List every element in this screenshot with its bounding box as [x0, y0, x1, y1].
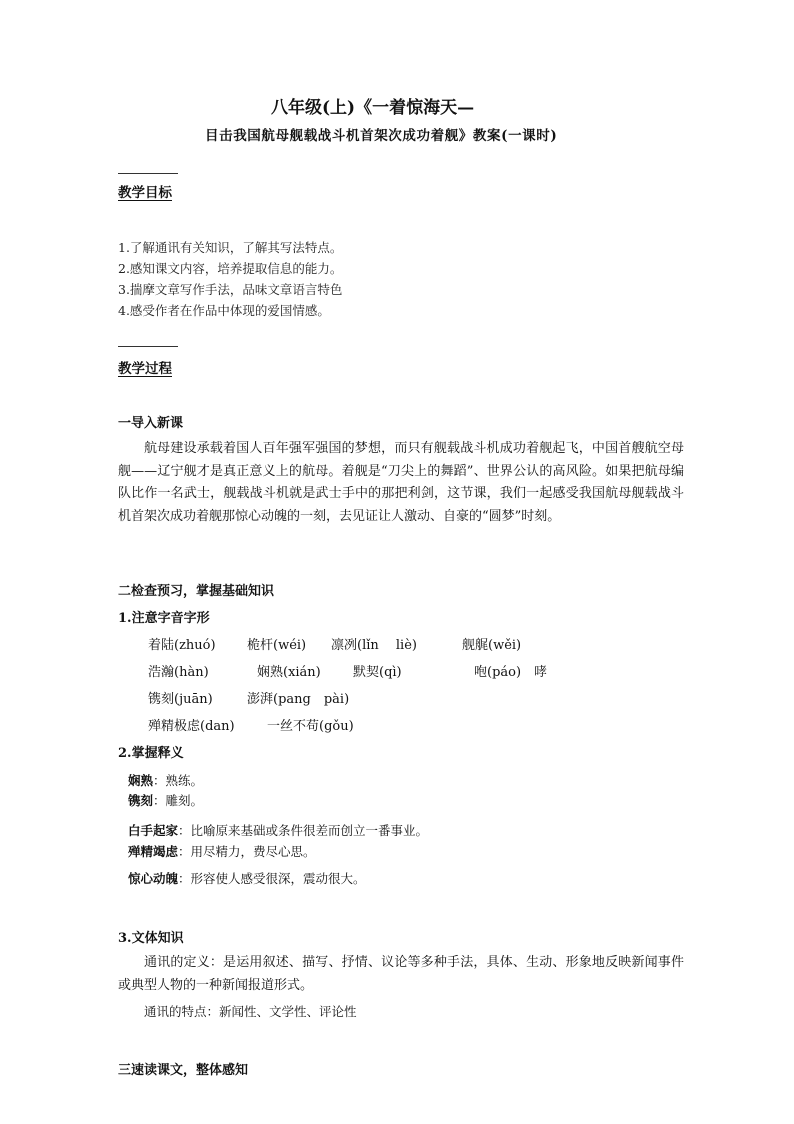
divider: [118, 173, 178, 174]
vocab-item: 澎湃(pang pài): [247, 692, 350, 707]
definition-separator: ：: [153, 793, 166, 808]
subheading-definitions: 2.掌握释义: [118, 746, 184, 761]
definition-meaning: 用尽精力，费尽心思。: [190, 844, 316, 859]
objective-item: 4.感受作者在作品中体现的爱国情感。: [118, 303, 330, 318]
vocab-item: 浩瀚(hàn): [148, 665, 209, 680]
document-subtitle: 目击我国航母舰载战斗机首架次成功着舰》教案(一课时): [205, 128, 558, 144]
definition-item: [128, 771, 203, 789]
vocab-item: 着陆(zhuó): [148, 638, 216, 653]
intro-paragraph: 航母建设承载着国人百年强军强国的梦想，而只有舰载战斗机成功着舰起飞，中国首艘航空母舰——辽宁舰才是真正意义上的航母。着舰是“刀尖上的舞蹈”、世界公认的高风险。如果把航母编队比作一名武士，舰载战斗机就是武士手中的那把利剑，这节课，我们一起感受我国航母舰载战斗机首架次成功着舰那惊心动魄的一刻，去见证让人激动、自豪的“圆梦”时刻。: [118, 441, 684, 524]
vocab-item: 咆(páo) 哮: [474, 665, 548, 680]
section-heading-reading: 三速读课文，整体感知: [118, 1063, 249, 1078]
definition-item: [128, 869, 366, 887]
definition-item: [128, 842, 316, 860]
vocab-item: 镌刻(juān): [148, 692, 213, 707]
definition-term: 惊心动魄: [128, 871, 179, 886]
objective-item: 3.揣摩文章写作手法，品味文章语言特色: [118, 282, 343, 297]
vocab-item: 默契(qì): [353, 665, 402, 680]
subheading-genre: 3.文体知识: [118, 931, 184, 946]
objective-item: 2.感知课文内容，培养提取信息的能力。: [118, 261, 343, 276]
definition-term: 白手起家: [128, 823, 179, 838]
vocab-item: 一丝不苟(gǒu): [267, 719, 354, 734]
vocab-item: 殚精极虑(dan): [148, 719, 235, 734]
definition-separator: ：: [178, 823, 191, 838]
objectives-heading: 教学目标: [118, 185, 172, 201]
definition-meaning: 熟练。: [165, 773, 204, 788]
vocab-item: 桅杆(wéi): [247, 638, 307, 653]
definition-meaning: 雕刻。: [165, 793, 204, 808]
definition-term: 殚精竭虑: [128, 844, 179, 859]
definition-term: 娴熟: [128, 773, 154, 788]
vocab-item: 舰艉(wěi): [462, 638, 522, 653]
definition-meaning: 形容使人感受很深，震动很大。: [190, 871, 366, 886]
divider: [118, 346, 178, 347]
definition-item: [128, 821, 428, 839]
section-heading-intro: 一导入新课: [118, 416, 184, 431]
subheading-pronunciation: 1.注意字音字形: [118, 611, 210, 626]
process-heading: 教学过程: [118, 361, 172, 377]
genre-definition: 通讯的定义：是运用叙述、描写、抒情、议论等多种手法，具体、生动、形象地反映新闻事件或典型人物的一种新闻报道形式。: [118, 955, 684, 993]
definition-separator: ：: [153, 773, 166, 788]
definition-meaning: 比喻原来基础或条件很差而创立一番事业。: [190, 823, 429, 838]
section-heading-preview: 二检查预习，掌握基础知识: [118, 584, 275, 599]
genre-features: 通讯的特点：新闻性、文学性、评论性: [144, 1004, 357, 1019]
definition-term: 镌刻: [128, 793, 154, 808]
document-title: 八年级(上)《一着惊海天—: [271, 98, 475, 118]
vocab-item: 凛冽(lǐn liè): [331, 638, 417, 653]
objective-item: 1.了解通讯有关知识，了解其写法特点。: [118, 240, 343, 255]
definition-item: [128, 791, 203, 809]
definition-separator: ：: [178, 871, 191, 886]
definition-separator: ：: [178, 844, 191, 859]
vocab-item: 娴熟(xián): [257, 665, 321, 680]
